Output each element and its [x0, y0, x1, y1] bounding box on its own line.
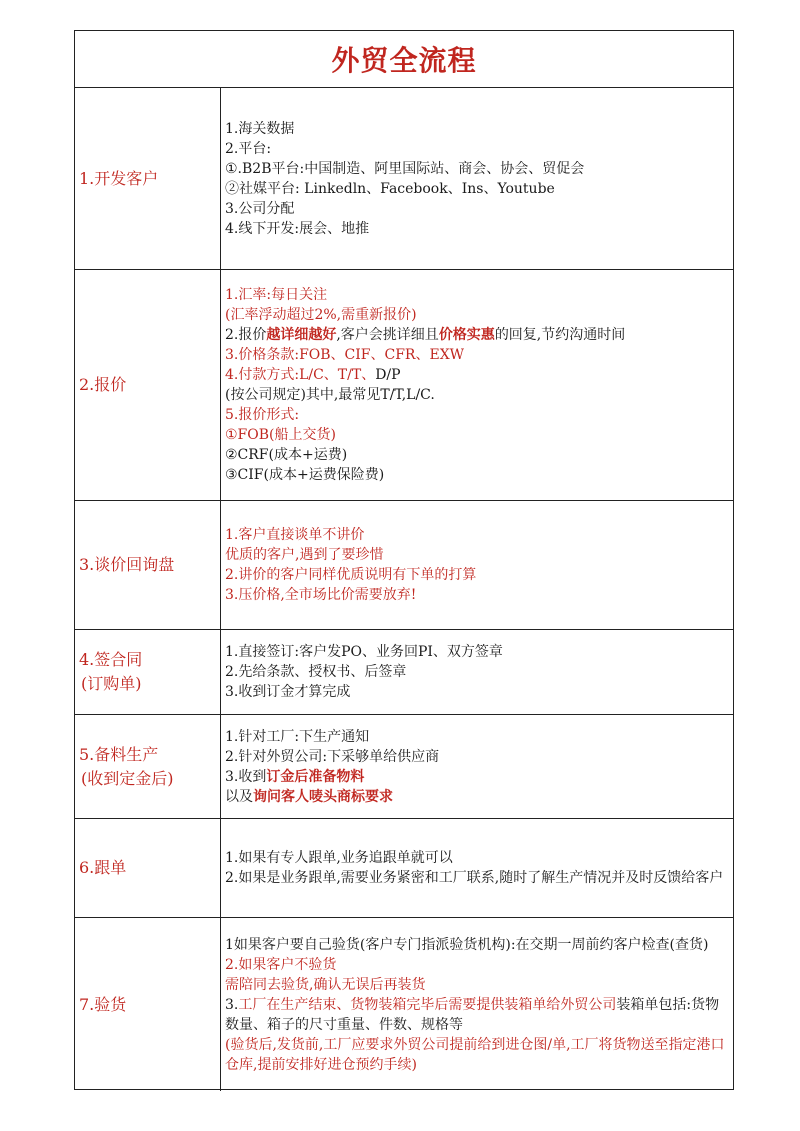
row-label — [75, 819, 221, 917]
content-line: ①.B2B平台:中国制造、阿里国际站、商会、协会、贸促会 — [225, 160, 585, 177]
row-content — [221, 715, 733, 818]
label-text: 4.签合同 — [79, 650, 143, 669]
label-text: 2.报价 — [79, 375, 127, 394]
content-line: 2.讲价的客户同样优质说明有下单的打算 — [225, 567, 477, 583]
content-line: 2.针对外贸公司:下采够单给供应商 — [225, 748, 440, 765]
row-develop-customers — [75, 88, 733, 270]
content-line: ③CIF(成本+运费保险费) — [225, 467, 385, 483]
row-contract — [75, 630, 733, 715]
content-line: 需陪同去验货,确认无误后再装货 — [225, 976, 426, 993]
row-label — [75, 715, 221, 818]
content-line: ②CRF(成本+运费) — [225, 447, 348, 463]
content-line: 2.如果是业务跟单,需要业务紧密和工厂联系,随时了解生产情况并及时反馈给客户 — [225, 870, 724, 886]
label-subtext: (订购单) — [81, 674, 142, 693]
content-line: ①FOB(船上交货) — [225, 427, 336, 443]
content-line: 3.收到订金后准备物料 — [225, 768, 365, 785]
process-table — [74, 30, 734, 1090]
content-line: 1.如果有专人跟单,业务追跟单就可以 — [225, 850, 453, 866]
row-content — [221, 501, 733, 629]
row-negotiation — [75, 501, 733, 630]
content-line: 1.直接签订:客户发PO、业务回PI、双方签章 — [225, 644, 503, 660]
content-line: 1.针对工厂:下生产通知 — [225, 728, 370, 745]
row-label — [75, 270, 221, 500]
label-subtext: (收到定金后) — [81, 768, 174, 788]
label-text: 5.备料生产 — [79, 744, 159, 764]
row-content — [221, 918, 733, 1091]
row-label — [75, 918, 221, 1091]
content-line: (验货后,发货前,工厂应要求外贸公司提前给到进仓图/单,工厂将货物送至指定港口仓库,提前安排好进仓预约手续) — [225, 1036, 725, 1073]
label-text: 3.谈价回询盘 — [79, 555, 175, 574]
content-line: (按公司规定)其中,最常见T/T,L/C. — [225, 387, 435, 403]
content-line: 2.如果客户不验货 — [225, 956, 337, 973]
row-label — [75, 501, 221, 629]
content-line: 3.公司分配 — [225, 200, 295, 217]
content-line: (汇率浮动超过2%,需重新报价) — [225, 307, 417, 323]
row-production — [75, 715, 733, 819]
row-label — [75, 630, 221, 714]
content-line: 以及询问客人唛头商标要求 — [225, 788, 393, 805]
content-line: ②社媒平台: Linkedln、Facebook、Ins、Youtube — [225, 180, 555, 197]
row-inspection — [75, 918, 733, 1091]
content-line: 1.海关数据 — [225, 120, 295, 137]
label-text: 7.验货 — [79, 994, 127, 1014]
content-line: 4.付款方式:L/C、T/T、D/P — [225, 367, 401, 383]
row-content — [221, 819, 733, 917]
content-line: 1.汇率:每日关注 — [225, 287, 328, 303]
content-line: 优质的客户,遇到了要珍惜 — [225, 547, 384, 563]
content-line: 3.工厂在生产结束、货物装箱完毕后需要提供装箱单给外贸公司装箱单包括:货物数量、箱子的尺寸重量、件数、规格等 — [225, 996, 720, 1033]
content-line: 4.线下开发:展会、地推 — [225, 220, 370, 237]
row-follow-up — [75, 819, 733, 918]
content-line: 3.收到订金才算完成 — [225, 684, 351, 700]
row-quotation — [75, 270, 733, 501]
content-line: 5.报价形式: — [225, 407, 300, 423]
content-line: 2.平台: — [225, 140, 272, 157]
content-line: 1如果客户要自己验货(客户专门指派验货机构):在交期一周前约客户检查(查货) — [225, 936, 709, 953]
page-title: 外贸全流程 — [75, 31, 733, 88]
content-line: 3.压价格,全市场比价需要放弃! — [225, 587, 417, 603]
content-line: 1.客户直接谈单不讲价 — [225, 527, 365, 543]
row-content — [221, 88, 733, 269]
row-content — [221, 630, 733, 714]
content-line: 2.报价越详细越好,客户会挑详细且价格实惠的回复,节约沟通时间 — [225, 327, 626, 343]
label-text: 6.跟单 — [79, 858, 127, 877]
row-content — [221, 270, 733, 500]
content-line: 2.先给条款、授权书、后签章 — [225, 664, 407, 680]
content-line: 3.价格条款:FOB、CIF、CFR、EXW — [225, 347, 465, 363]
label-text: 1.开发客户 — [79, 168, 159, 188]
row-label — [75, 88, 221, 269]
